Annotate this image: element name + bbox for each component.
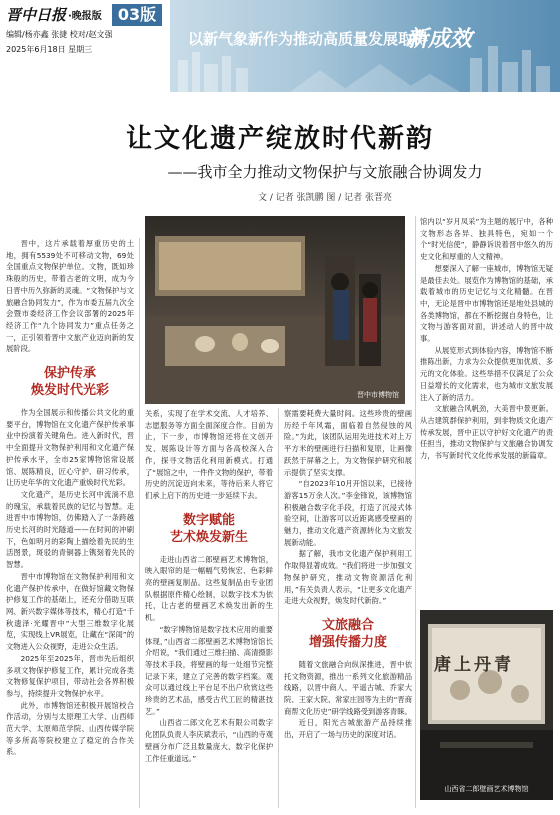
paragraph: 随着文旅融合向纵深推进，晋中依托文物资源，推出一系列文化旅游精品线路，以晋中商人、平遥古城、乔家大院、王家大院、常家庄园等为主的“晋商商帮文化历史”研学线路受到游客青睐。 — [284, 659, 412, 716]
section-heading-line: 增强传播力度 — [308, 634, 387, 650]
paragraph: 山西省二郎文化艺术有限公司数字化团队负责人李庆斌表示，“山西的寺观壁画分布广泛且数量庞大，数字化保护工作任重道远。” — [145, 718, 273, 763]
paragraph: 晋中，这片承载着厚重历史的土地，拥有5539处不可移动文物，69处全国重点文物保护单位。文物，既如珍珠般的历史，带着古老的文明，成为今日晋中历久弥新的灵魂。“文物保护与文旅融合协同发力”，作为市委五届九次全会暨市委经济工作会议部署的2025年经济工作“九个协同发力”重点任务之一，正引领着晋中文旅产业迈向新的发展阶段。 — [6, 239, 134, 354]
theme-banner — [170, 0, 560, 92]
paragraph: 从展览形式到体验内容，博物馆不断推陈出新，力求为公众提供更加优质、多元的文化体验。这些举措不仅满足了公众日益增长的文化需求，也为城市文旅发展注入了新的活力。 — [420, 345, 553, 402]
date-line: 2025年6月18日 星期三 — [6, 45, 93, 54]
newspaper-name: 晋中日报 — [6, 6, 67, 24]
section-heading-line: 保护传承 — [43, 366, 96, 382]
text-column-4 — [420, 216, 553, 604]
paragraph: “数字博物馆是数字技术应用的重要体现，”山西省二郎壁画艺术博物馆馆长介绍说，“我们通过三维扫描、高清摄影等技术手段，将壁画的每一处细节完整记录下来，建立了完善的数字档案。观众可以通过线上平台足不出户欣赏这些珍贵的艺术品，感受古代工匠的精湛技艺。” — [145, 624, 273, 716]
paragraph: 馆内以“岁月凤采”为主题的展厅中，各种文物形态各异、独具特色，宛如一个个“时光信使”，静静诉说着晋中悠久的历史文化和厚重的人文精神。 — [420, 217, 553, 262]
article-subheadline: ——我市全力推动文物保护与文旅融合协调发力 — [167, 163, 483, 181]
article-headline: 让文化遗产绽放时代新韵 — [125, 124, 434, 154]
page-number-badge: 03版 — [112, 4, 162, 26]
mural-museum-image — [420, 610, 553, 800]
section-heading-line: 焕发时代光彩 — [30, 383, 109, 399]
editor-line: 编辑/杨亦鑫 张捷 校对/赵文强 — [6, 30, 113, 39]
paragraph: 据了解，我市文化遗产保护利用工作取得显著成效。“我们将进一步加强文物保护研究，推动文物资源活化利用，”有关负责人表示，“让更多文化遗产走进大众视野，焕发时代新韵。” — [284, 549, 412, 606]
article-byline: 文 / 记者 张凯鹏 图 / 记者 张晋亮 — [257, 193, 393, 203]
photo-caption: 山西省二郎壁画艺术博物馆 — [444, 785, 529, 793]
masthead-info — [6, 4, 166, 64]
paragraph: 察需要耗费大量时间。这些珍贵的壁画历经千年风霜，面临着自然侵蚀的风险。”为此，该团队运用先进技术对上万平方米的壁画进行扫描和复原，让画像跃然于屏幕之上，为文物保护研究和展示提供了坚实支撑。 — [284, 409, 412, 477]
column-divider — [415, 216, 416, 808]
edition-label: ·晚报版 — [68, 11, 102, 22]
section-heading-line: 数字赋能 — [182, 512, 235, 528]
paragraph: 此外，市博物馆还积极开展馆校合作活动，分别与太原理工大学、山西师范大学、太原师范学院、山西传媒学院等多所高等院校建立了稳定的合作关系。 — [6, 700, 134, 757]
section-heading-line: 文旅融合 — [321, 617, 374, 633]
paragraph: 近日，阳光古城旅游产品持续推出，开启了一场与历史的深度对话。 — [284, 718, 412, 740]
museum-photo — [145, 216, 405, 404]
paragraph: 文化遗产，是历史长河中流淌不息的瑰宝，承载着民族的记忆与智慧。走进晋中市博物馆，仿佛踏入了一条跨越历史长河的时光隧道——在时间的冲刷下，色如明月的彩陶上描绘着先民的生活图景，斑驳的青铜器上镌刻着先民的智慧。 — [6, 489, 134, 570]
section-heading-1 — [6, 365, 134, 399]
section-heading-3 — [284, 617, 412, 651]
paragraph: 文旅融合风帆劲，大美晋中景更新。从古建筑群保护利用，到非物质文化遗产传承发展，晋中正以守护好文化遗产的责任担当，推动文物保护与文旅融合协调发力，书写新时代文化传承发展的新篇章。 — [420, 404, 553, 461]
section-heading-2 — [145, 512, 273, 546]
column-divider — [278, 408, 279, 808]
paragraph: “自2023年10月开馆以来，已接待游客15万余人次。”李金锋说，该博物馆积极融合数字化手段，打造了沉浸式体验空间，让游客可以近距离感受壁画的魅力，推动文化遗产资源转化为文旅发展新动能。 — [284, 479, 412, 547]
paragraph: 晋中市博物馆在文物保护利用和文化遗产保护传承中，在做好馆藏文物保护修复工作的基础上，还充分借助互联网、新兴数字媒体等技术，精心打造“千秋遗泽·光耀晋中”大型三维数字化展览，实现线上VR展览，让藏在“深闺”的文物进入公众视野，走进公众生活。 — [6, 571, 134, 652]
column-divider — [139, 238, 140, 808]
text-column-2 — [145, 408, 273, 808]
mural-museum-photo — [420, 610, 553, 800]
paragraph: 2025年至2025年，晋市先后组织多项文物保护修复工作，累计完成各类文物修复保护项目，带动社会各界积极参与，持续提升文物保护水平。 — [6, 653, 134, 698]
mural-sign-text: 唐上丹青 — [434, 655, 514, 675]
text-column-1 — [6, 238, 134, 808]
banner-slogan: 新成效 — [406, 26, 473, 52]
masthead — [0, 0, 560, 92]
paragraph: 想要深入了解一座城市，博物馆无疑是最佳去处。展览作为博物馆的基础，承载着城市的历史记忆与文化精髓。在晋中，无论是晋中市博物馆还是地处县城的各类博物馆，都在不断挖掘自身特色，让文物与游客面对面，讲述动人的晋中故事。 — [420, 263, 553, 344]
banner-title: 以新气象新作为推动高质量发展取得 — [188, 30, 429, 48]
museum-interior-image — [145, 216, 405, 404]
text-column-3 — [284, 408, 412, 808]
paragraph: 走进山西省二郎壁画艺术博物馆，映入眼帘的是一幅幅气势恢宏、色彩鲜亮的壁画复制品。这些复制品由专业团队根据原件精心绘制，以数字技术为依托，让古老的壁画艺术焕发出新的生机。 — [145, 554, 273, 623]
paragraph: 作为全国展示和传播公共文化的重要平台，博物馆在文化遗产保护传承事业中扮演着关键角色。进入新时代，晋中全面提升文物保护利用和文化遗产保护传承水平，全市25家博物馆常设展馆、展陈精良，匠心守护、研习传承，让历史年华的文化遗产重焕时代光彩。 — [6, 408, 134, 488]
section-heading-line: 艺术焕发新生 — [169, 529, 248, 545]
paragraph: 关系，实现了在学术交流、人才培养、志愿服务等方面全面深度合作。目前为止，下一步，市博物馆还将在文创开发、展陈设计等方面与各高校深入合作，探寻文物活化利用新模式。打通了“展馆之中，一件件文物的保护，带着历史的沉淀迈向未来，等待后来人将它们承上启下的历史进一步延续下去。 — [145, 409, 273, 500]
photo-caption: 晋中市博物馆 — [357, 391, 399, 399]
